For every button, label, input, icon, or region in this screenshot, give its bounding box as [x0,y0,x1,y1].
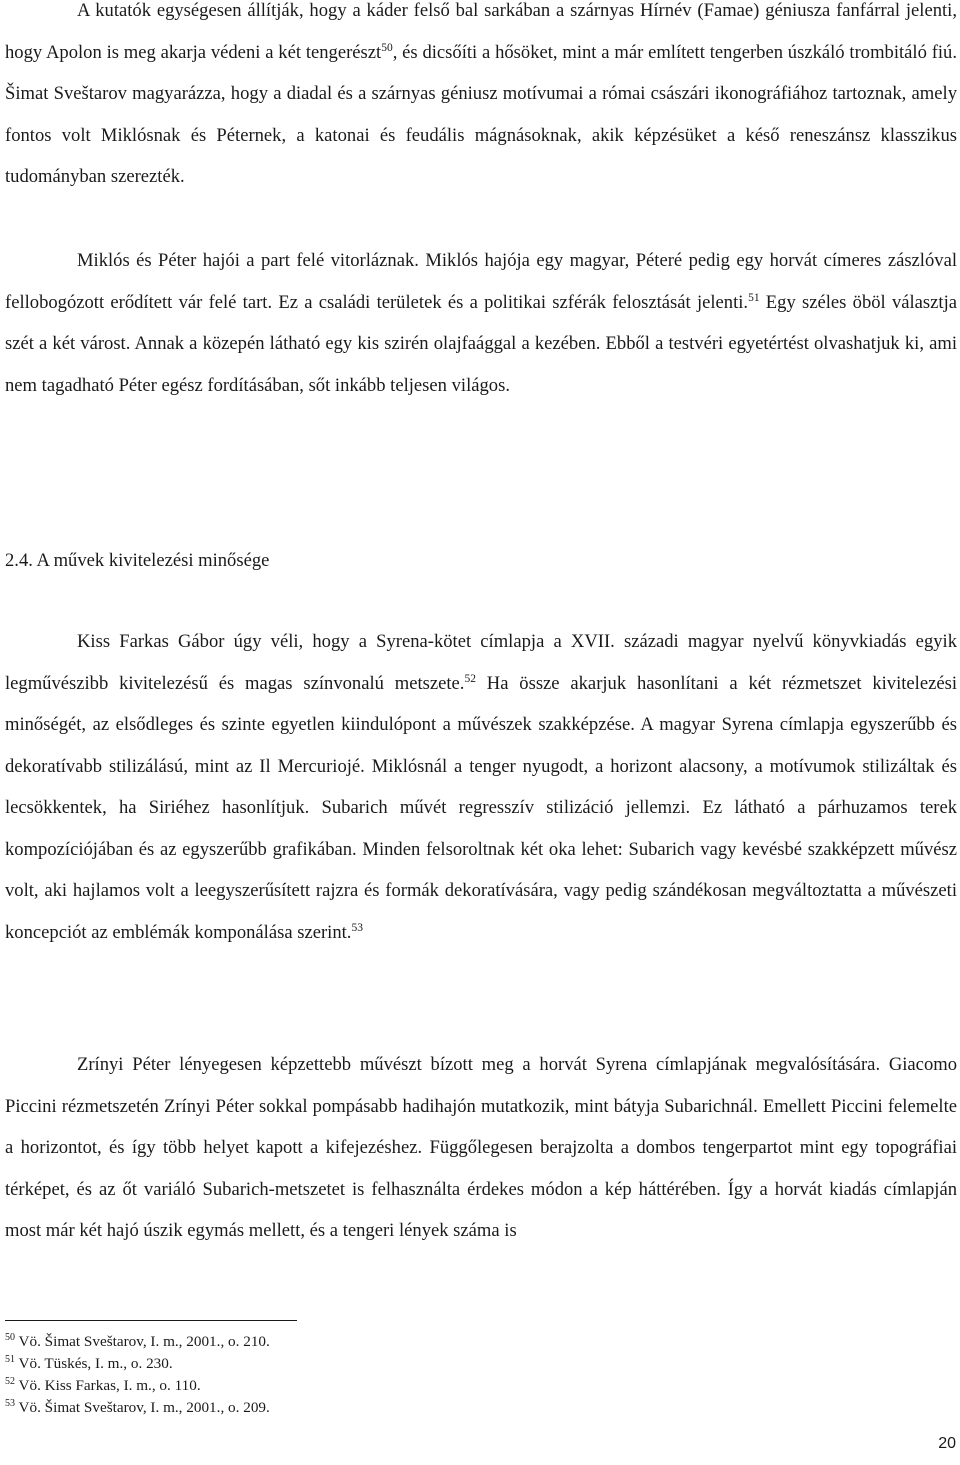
footnote [5,1354,173,1374]
footnote-number: 51 [5,1354,15,1365]
paragraph-quality [5,621,957,953]
footnote-ref-52[interactable]: 52 [464,672,476,685]
paragraph-text: Miklós és Péter hajói a part felé vitorláznak. Miklós hajója egy magyar, Péteré pedig egy horvát címeres zászlóval fellobogózott erődített vár felé tart. Ez a családi területek és a politikai szférák felosztását jelenti. [5,250,957,313]
footnote-text: Vö. Šimat Sveštarov, I. m., 2001., o. 209. [15,1399,270,1416]
footnote-number: 53 [5,1398,15,1409]
footnote-ref-51[interactable]: 51 [748,291,760,304]
paragraph-text: Egy széles öböl választja szét a két várost. Annak a közepén látható egy kis szirén olajfaággal a kezében. Ebből a testvéri egyetértést olvashatjuk ki, ami nem tagadható Péter egész fordításában, sőt inkább teljesen világos. [5,291,957,396]
footnote-ref-50[interactable]: 50 [381,41,393,54]
paragraph-famae [5,0,957,198]
paragraph-text: A kutatók egységesen állítják, hogy a káder felső bal sarkában a szárnyas Hírnév (Famae) géniusza fanfárral jelenti, hogy Apolon is meg akarja védeni a két tengerészt [5,0,957,63]
paragraph-text: Kiss Farkas Gábor úgy véli, hogy a Syrena-kötet címlapja a XVII. századi magyar nyelvű könyvkiadás egyik legművészibb kivitelezésű és magas színvonalú metszete. [5,631,957,694]
footnote-ref-53[interactable]: 53 [351,921,363,934]
footnote [5,1376,201,1396]
footnote [5,1332,270,1352]
paragraph-ships [5,240,957,406]
section-heading: 2.4. A művek kivitelezési minősége [5,550,270,571]
footnote-number: 52 [5,1376,15,1387]
footnote-text: Vö. Kiss Farkas, I. m., o. 110. [15,1377,201,1394]
footnote [5,1398,270,1418]
paragraph-zrinyi: Zrínyi Péter lényegesen képzettebb művészt bízott meg a horvát Syrena címlapjának megvalósítására. Giacomo Piccini rézmetszetén Zrínyi Péter sokkal pompásabb hadihajón mutatkozik, mint bátyja Subarichnál. Emellett Piccini felemelte a horizontot, és így több helyet kapott a kifejezéshez. Függőlegesen berajzolta a dombos tengerpartot mint egy topográfiai térképet, és az őt variáló Subarich-metszetet is felhasználta érdekes módon a kép háttérében. Így a horvát kiadás címlapján most már két hajó úszik egymás mellett, és a tengeri lények száma is [5,1054,957,1241]
footnote-separator [5,1320,297,1321]
paragraph-text: , és dicsőíti a hősöket, mint a már említett tengerben úszkáló trombitáló fiú. Šimat Sveštarov magyarázza, hogy a diadal és a szárnyas géniusz motívumai a római császári ikonográfiához tartoznak, amely fontos volt Miklósnak és Péternek, a katonai és feudális mágnásoknak, akik képzésüket a késő reneszánsz klasszikus tudományban szerezték. [5,41,957,187]
paragraph-text: Ha össze akarjuk hasonlítani a két rézmetszet kivitelezési minőségét, az elsődleges és szinte egyetlen kiindulópont a művészek szakképzése. A magyar Syrena címlapja egyszerűbb és dekoratívabb stilizálású, mint az Il Mercuriojé. Miklósnál a tenger nyugodt, a horizont alacsony, a motívumok stilizáltak és lecsökkentek, ha Siriéhez hasonlítjuk. Subarich művét regresszív stilizáció jellemzi. Ez látható a párhuzamos terek kompozíciójában és az egyszerűbb grafikában. Minden felsoroltnak két oka lehet: Subarich vagy kevésbé szakképzett művész volt, aki hajlamos volt a leegyszerűsített rajzra és formák dekoratívására, vagy pedig szándékosan megváltoztatta a művészeti koncepciót az emblémák komponálása szerint. [5,672,957,943]
footnote-text: Vö. Šimat Sveštarov, I. m., 2001., o. 210. [15,1333,270,1350]
footnote-number: 50 [5,1332,15,1343]
footnote-text: Vö. Tüskés, I. m., o. 230. [15,1355,173,1372]
page-number: 20 [938,1435,956,1452]
